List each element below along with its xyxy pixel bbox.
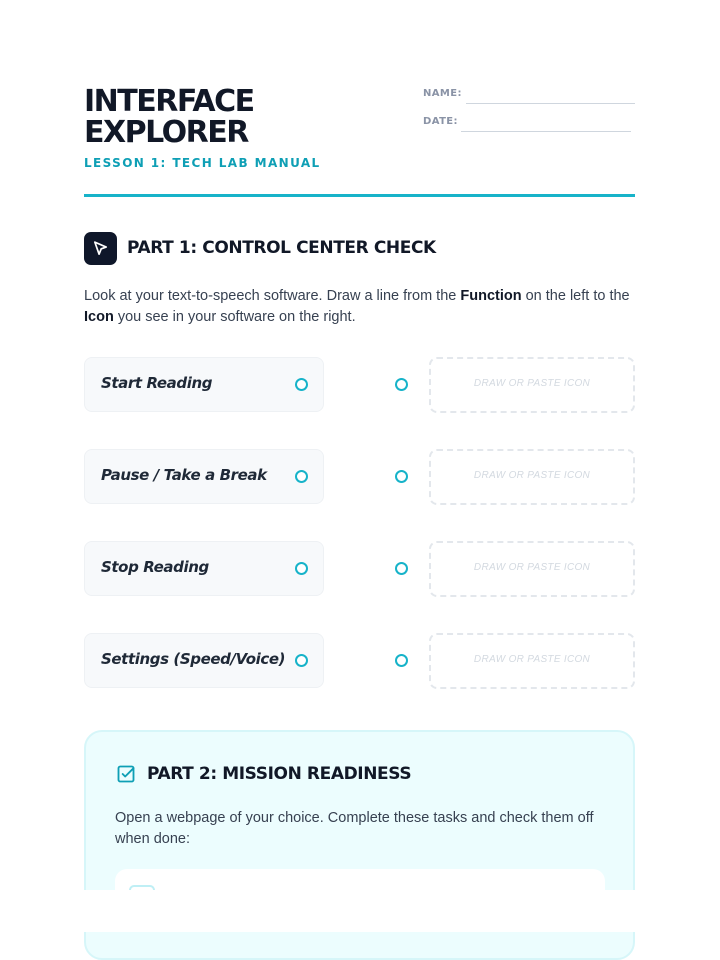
- name-field[interactable]: [423, 88, 635, 104]
- icon-drop-zone[interactable]: [429, 449, 635, 505]
- function-card-stop-reading: [84, 541, 324, 596]
- lesson-subtitle: LESSON 1: TECH LAB MANUAL: [84, 156, 321, 170]
- name-label: NAME:: [423, 88, 462, 99]
- date-field[interactable]: [423, 116, 631, 132]
- function-connector-dot[interactable]: [295, 654, 308, 667]
- function-card-pause: [84, 449, 324, 504]
- function-label: Settings (Speed/Voice): [101, 650, 286, 668]
- function-connector-dot[interactable]: [295, 562, 308, 575]
- function-label: Stop Reading: [101, 558, 209, 576]
- header-divider: [84, 194, 635, 197]
- page-bottom-margin: [0, 890, 720, 932]
- function-connector-dot[interactable]: [295, 378, 308, 391]
- page-title: INTERFACE EXPLORER: [84, 84, 254, 150]
- icon-connector-dot[interactable]: [395, 562, 408, 575]
- icon-connector-dot[interactable]: [395, 654, 408, 667]
- cursor-arrow-icon: [84, 232, 117, 265]
- function-card-start-reading: [84, 357, 324, 412]
- part2-title: PART 2: MISSION READINESS: [147, 764, 412, 784]
- date-line[interactable]: [461, 131, 631, 132]
- icon-connector-dot[interactable]: [395, 470, 408, 483]
- icon-drop-zone[interactable]: [429, 541, 635, 597]
- icon-placeholder: DRAW OR PASTE ICON: [473, 654, 591, 665]
- icon-drop-zone[interactable]: [429, 633, 635, 689]
- function-label: Start Reading: [101, 374, 213, 392]
- part1-title: PART 1: CONTROL CENTER CHECK: [127, 238, 436, 258]
- function-connector-dot[interactable]: [295, 470, 308, 483]
- icon-drop-zone[interactable]: [429, 357, 635, 413]
- name-line[interactable]: [466, 103, 635, 104]
- function-card-settings: [84, 633, 324, 688]
- icon-connector-dot[interactable]: [395, 378, 408, 391]
- icon-placeholder: DRAW OR PASTE ICON: [473, 470, 591, 481]
- icon-placeholder: DRAW OR PASTE ICON: [473, 562, 591, 573]
- part1-instructions: Look at your text-to-speech software. Draw a line from the Function on the left to the Icon you see in your software on the right.: [84, 288, 630, 325]
- date-label: DATE:: [423, 116, 458, 127]
- checkbox-icon: [116, 764, 136, 789]
- function-label: Pause / Take a Break: [101, 466, 267, 484]
- part2-instructions: Open a webpage of your choice. Complete these tasks and check them off when done:: [115, 810, 594, 847]
- icon-placeholder: DRAW OR PASTE ICON: [473, 378, 591, 389]
